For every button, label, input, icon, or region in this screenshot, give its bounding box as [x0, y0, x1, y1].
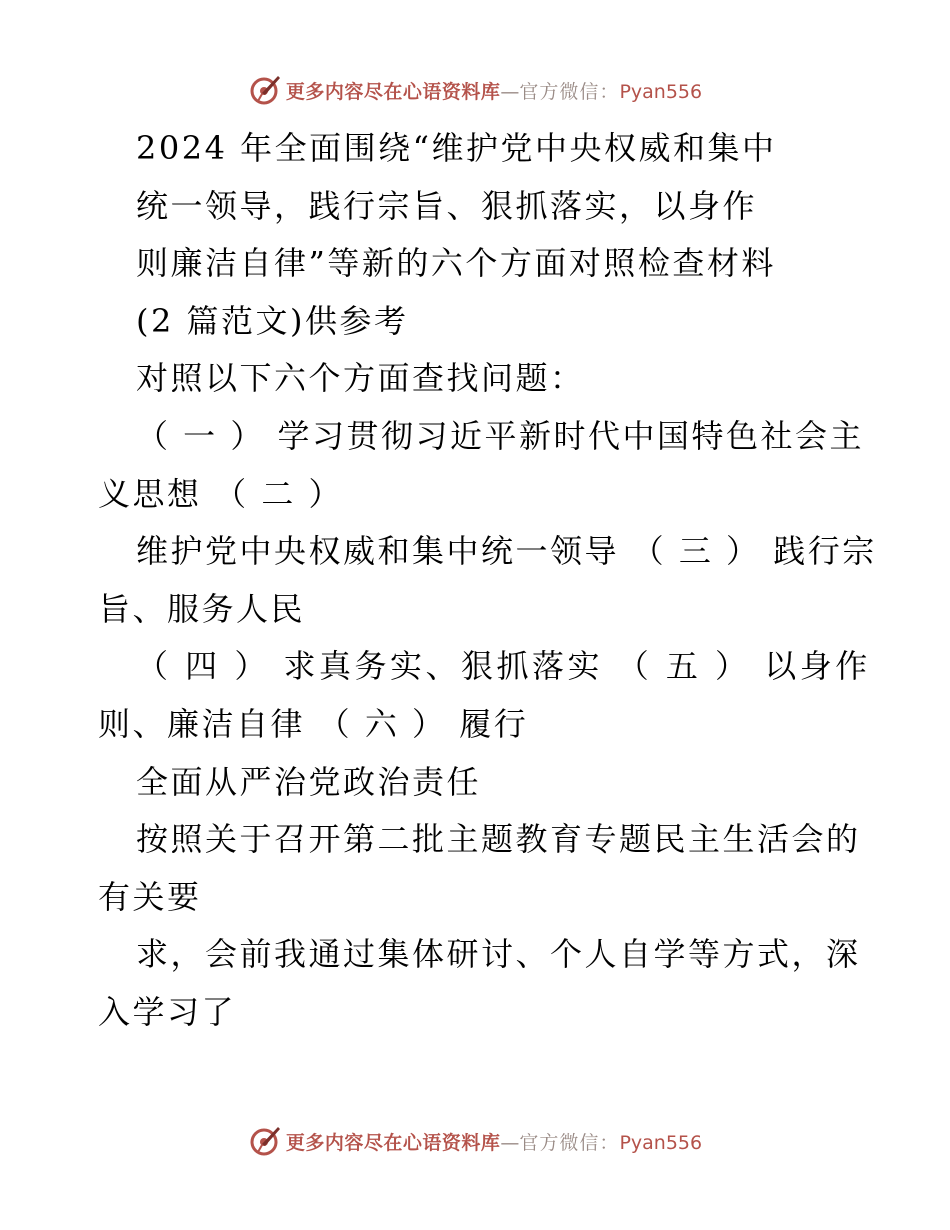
- document-line: 统一领导，践行宗旨、狠抓落实，以身作: [136, 186, 758, 225]
- document-line: 对照以下六个方面查找问题：: [136, 359, 585, 398]
- banner-wechat-id: Pyan556: [619, 1131, 703, 1154]
- document-line: 则、廉洁自律 （ 六 ） 履行: [98, 704, 529, 743]
- banner-separator: —: [500, 80, 520, 103]
- document-line: 义思想 （ 二 ）: [98, 474, 344, 513]
- document-line: 旨、服务人民: [98, 589, 306, 628]
- document-line: 按照关于召开第二批主题教育专题民主生活会的: [136, 820, 861, 859]
- banner-label: 官方微信：: [519, 80, 620, 103]
- document-line: 则廉洁自律”等新的六个方面对照检查材料: [136, 244, 776, 283]
- banner-text: [286, 77, 702, 104]
- document-line: (2 篇范文)供参考: [136, 301, 409, 340]
- quill-logo-icon: [248, 73, 282, 107]
- document-line: 维护党中央权威和集中统一领导 （ 三 ） 践行宗: [136, 532, 877, 571]
- banner-label: 官方微信：: [519, 1131, 620, 1154]
- document-line: 2024 年全面围绕“维护党中央权威和集中: [136, 129, 777, 167]
- quill-logo-icon: [248, 1124, 282, 1158]
- document-line: （ 一 ） 学习贯彻习近平新时代中国特色社会主: [136, 416, 865, 455]
- document-line: （ 四 ） 求真务实、狠抓落实 （ 五 ） 以身作: [136, 647, 871, 686]
- banner-separator: —: [500, 1131, 520, 1154]
- document-line: 求，会前我通过集体研讨、个人自学等方式，深: [136, 935, 861, 974]
- banner-main-text: 更多内容尽在心语资料库: [285, 1131, 501, 1154]
- document-line: 有关要: [98, 877, 202, 916]
- document-line: 入学习了: [98, 992, 237, 1031]
- footer-watermark-banner: [0, 1121, 950, 1161]
- document-line: 全面从严治党政治责任: [136, 762, 482, 801]
- banner-text: [286, 1128, 702, 1155]
- banner-main-text: 更多内容尽在心语资料库: [285, 80, 501, 103]
- banner-wechat-id: Pyan556: [619, 80, 703, 103]
- document-body: [98, 120, 888, 1042]
- header-watermark-banner: [0, 70, 950, 110]
